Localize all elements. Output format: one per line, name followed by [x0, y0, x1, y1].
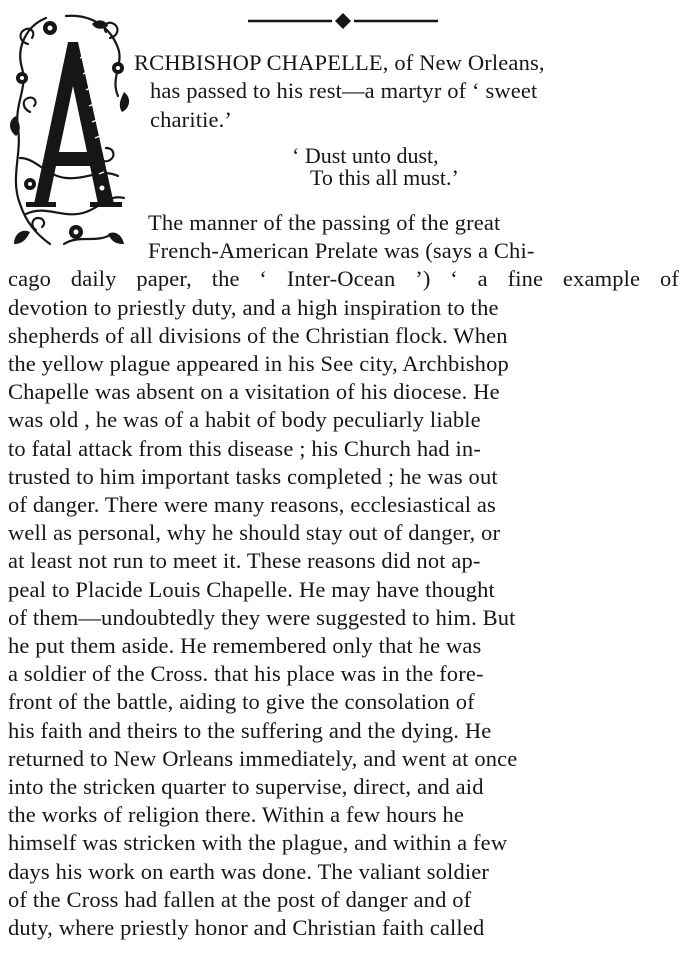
article-line: shepherds of all divisions of the Christian flock. When: [8, 323, 508, 348]
article-line: peal to Placide Louis Chapelle. He may have thought: [8, 577, 495, 602]
article-line: French-American Prelate was (says a Chi-: [148, 238, 535, 263]
article-line: front of the battle, aiding to give the consolation of: [8, 689, 475, 714]
article-line: the yellow plague appeared in his See city, Archbishop: [8, 351, 509, 376]
article-line: of them—undoubtedly they were suggested to him. But: [8, 605, 516, 630]
article-line: has passed to his rest—a martyr of ‘ sweet: [150, 78, 538, 103]
article-line: of danger. There were many reasons, ecclesiastical as: [8, 492, 496, 517]
article-line: charitie.’: [150, 107, 233, 132]
article-line: cago daily paper, the ‘ Inter-Ocean ’) ‘ a fine example of: [8, 266, 679, 291]
article-line: duty, where priestly honor and Christian faith called: [8, 915, 485, 940]
article-line: himself was stricken with the plague, and within a few: [8, 830, 508, 855]
article-line: the works of religion there. Within a few hours he: [8, 802, 465, 827]
article-line: trusted to him important tasks completed ; he was out: [8, 464, 498, 489]
ornate-letter-a-icon: [6, 8, 134, 256]
diamond-rule-ornament: [246, 10, 440, 32]
article-line: RCHBISHOP CHAPELLE, of New Orleans,: [134, 50, 545, 75]
article-line: a soldier of the Cross. that his place was in the fore-: [8, 661, 484, 686]
verse-line: To this all must.’: [310, 165, 459, 190]
article-line: returned to New Orleans immediately, and went at once: [8, 746, 518, 771]
article-line: into the stricken quarter to supervise, direct, and aid: [8, 774, 484, 799]
article-line: well as personal, why he should stay out of danger, or: [8, 520, 501, 545]
article-line: to fatal attack from this disease ; his Church had in-: [8, 436, 481, 461]
article-line: Chapelle was absent on a visitation of his diocese. He: [8, 379, 500, 404]
article-line: was old , he was of a habit of body peculiarly liable: [8, 407, 481, 432]
article-line: of the Cross had fallen at the post of danger and of: [8, 887, 472, 912]
article-line: his faith and theirs to the suffering and the dying. He: [8, 718, 492, 743]
article-line: devotion to priestly duty, and a high inspiration to the: [8, 295, 499, 320]
article-line: at least not run to meet it. These reasons did not ap-: [8, 548, 481, 573]
article-line: he put them aside. He remembered only that he was: [8, 633, 482, 658]
article-line: The manner of the passing of the great: [148, 210, 501, 235]
article-line: days his work on earth was done. The valiant soldier: [8, 859, 490, 884]
verse-line: ‘ Dust unto dust,: [292, 143, 439, 168]
